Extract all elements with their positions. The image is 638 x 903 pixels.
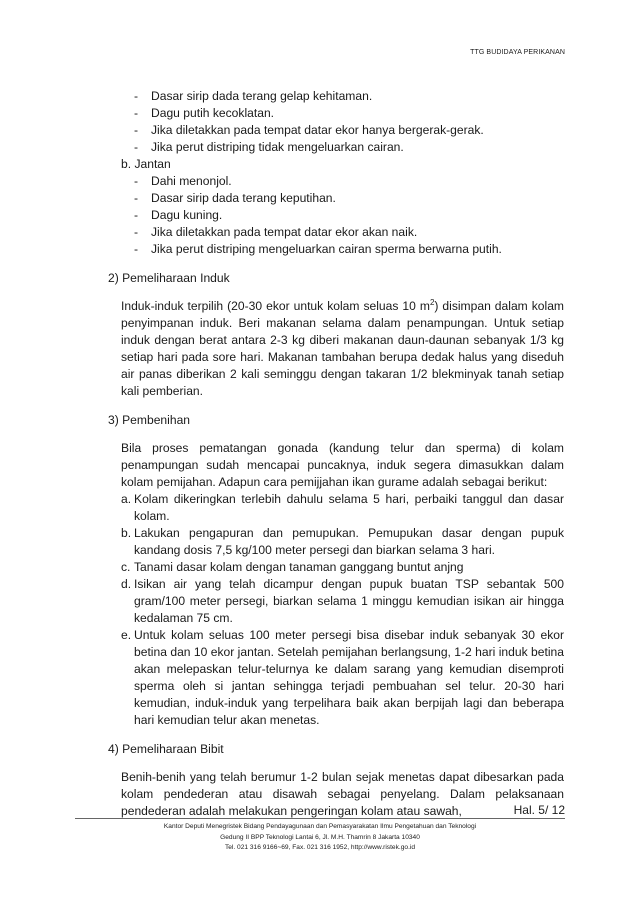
pemeliharaan-bibit-paragraph: Benih-benih yang telah berumur 1-2 bulan sejak menetas dapat dibesarkan pada kolam pendederan atau disawah sebagai penyelang. Dalam pelaksanaan pendederan adalah melakukan pengeringan kolam atau sawah, bbox=[121, 770, 564, 818]
footer-address: Kantor Deputi Menegristek Bidang Pendayagunaan dan Pemasyarakatan Ilmu Pengetahuan dan Teknologi Gedung II BPP Teknologi Lantai 6, Jl. M.H. Thamrin 8 Jakarta 10340 Tel. 021 316 9166~69, Fax. 021 316 1952, http://www.ristek.go.id bbox=[163, 823, 477, 851]
list-item: - Dahi menonjol. bbox=[134, 174, 232, 188]
betina-list bbox=[108, 88, 564, 156]
list-item: - Dasar sirip dada terang keputihan. bbox=[134, 191, 336, 205]
page-number: Hal. 5/ 12 bbox=[513, 803, 565, 817]
pemeliharaan-induk-paragraph: Induk-induk terpilih (20-30 ekor untuk kolam seluas 10 $m^2$) disimpan dalam kolam penyimpanan induk. Beri makanan selama dalam penampungan. Untuk setiap induk dengan berat antara 2-3 kg diberi makanan daun-daunan sebanyak 1/3 kg setiap hari pada sore hari. Makanan tambahan berupa dedak halus yang diseduh air panas diberikan 2 kali seminggu dengan takaran 1/2 blekminyak tanah setiap kali pemberian. bbox=[121, 297, 565, 398]
list-item: - Dagu kuning. bbox=[134, 208, 223, 222]
footer-divider bbox=[75, 818, 565, 819]
list-item: e. Untuk kolam seluas 100 meter persegi bisa disebar induk sebanyak 30 ekor betina dan 10 ekor jantan. Setelah pemijahan berlangsung, 1-2 hari induk betina akan melepaskan telur-telurnya ke dalam sarang yang kemudian disemproti sperma oleh si jantan sehingga terjadi pembuahan sel telur. 20-30 hari kemudian, induk-induk yang terpelihara baik akan berpijah lagi dan beberapa hari kemudian telur akan menetas. bbox=[121, 628, 564, 727]
section-heading-pembenihan: 3) Pembenihan bbox=[108, 413, 191, 427]
list-item: - Dasar sirip dada terang gelap kehitaman. bbox=[134, 89, 373, 103]
jantan-heading: b. Jantan bbox=[121, 157, 171, 171]
list-item: - Jika perut distriping tidak mengeluarkan cairan. bbox=[134, 140, 404, 154]
list-item: d. Isikan air yang telah dicampur dengan pupuk buatan TSP sebantak 500 gram/100 meter persegi, biarkan selama 1 minggu kemudian isikan air hingga kedalaman 75 cm. bbox=[121, 577, 564, 625]
section-heading-pemeliharaan-induk: 2) Pemeliharaan Induk bbox=[108, 271, 230, 285]
list-item: b. Lakukan pengapuran dan pemupukan. Pemupukan dasar dengan pupuk kandang dosis 7,5 kg/100 meter persegi dan biarkan selama 3 hari. bbox=[121, 526, 564, 557]
jantan-list bbox=[108, 173, 564, 258]
list-item: - Jika diletakkan pada tempat datar ekor akan naik. bbox=[134, 225, 418, 239]
pembenihan-intro: Bila proses pematangan gonada (kandung telur dan sperma) di kolam penampungan sudah mencapai puncaknya, induk segera dimasukkan dalam kolam pemijahan. Adapun cara pemijjahan ikan gurame adalah sebagai berikut: bbox=[121, 441, 564, 489]
list-item: c. Tanami dasar kolam dengan tanaman ganggang buntut anjng bbox=[121, 560, 464, 574]
list-item: - Jika perut distriping mengeluarkan cairan sperma berwarna putih. bbox=[134, 242, 502, 256]
section-heading-pemeliharaan-bibit: 4) Pemeliharaan Bibit bbox=[108, 742, 224, 756]
list-item: - Jika diletakkan pada tempat datar ekor hanya bergerak-gerak. bbox=[134, 123, 484, 137]
pembenihan-steps bbox=[108, 491, 564, 729]
list-item: - Dagu putih kecoklatan. bbox=[134, 106, 275, 120]
list-item: a. Kolam dikeringkan terlebih dahulu selama 5 hari, perbaiki tanggul dan dasar kolam. bbox=[121, 492, 564, 523]
page-content bbox=[108, 88, 564, 820]
running-header: TTG BUDIDAYA PERIKANAN bbox=[470, 49, 565, 56]
